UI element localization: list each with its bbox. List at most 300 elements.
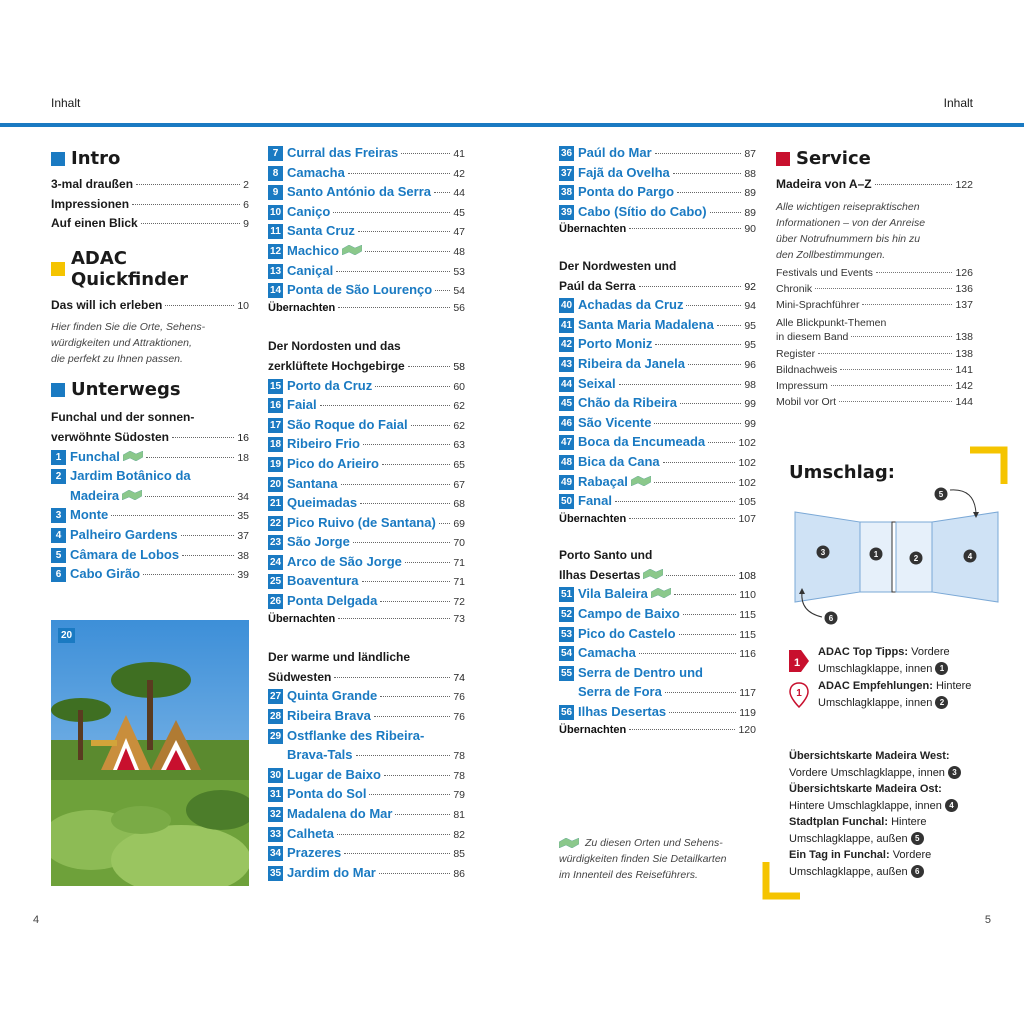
entry-page: 144 [955, 396, 973, 409]
places-list-27-35 [268, 688, 465, 884]
entry-label: Chronik [776, 282, 813, 295]
blue-square-icon [51, 152, 65, 166]
svg-text:1: 1 [796, 688, 802, 699]
entry-label: 3-mal draußen [51, 177, 134, 191]
quickfinder-entry[interactable]: Das will ich erleben 10 [51, 297, 249, 312]
place-label: Cabo Girão [70, 566, 141, 582]
place-page: 116 [739, 648, 756, 661]
place-entry[interactable] [268, 436, 465, 456]
umschlag-tips [789, 644, 989, 712]
place-page: 45 [453, 206, 465, 219]
place-entry[interactable] [268, 593, 465, 613]
place-page: 89 [744, 206, 756, 219]
umschlag-map-entry: Übersichtskarte Madeira Ost: Hintere Umschlagklappe, innen 4 [789, 781, 989, 814]
place-page: 86 [453, 867, 465, 880]
place-entry[interactable] [268, 184, 465, 204]
place-entry[interactable] [559, 356, 756, 376]
section-quickfinder-heading: ADAC Quickfinder [51, 248, 249, 290]
empfehlung-icon [789, 682, 809, 708]
place-page: 78 [453, 750, 465, 763]
svg-text:1: 1 [793, 657, 801, 669]
entry-label: Festivals und Events [776, 266, 873, 279]
place-number-badge: 56 [560, 707, 573, 719]
place-entry[interactable] [268, 786, 465, 806]
place-page: 95 [744, 339, 756, 352]
place-entry[interactable] [268, 243, 465, 263]
toc-entry[interactable] [51, 216, 249, 236]
map-icon [122, 490, 142, 500]
map-icon [559, 838, 579, 848]
place-label: Ilhas Desertas [578, 704, 667, 720]
entry-label: Alle Blickpunkt-Themen [776, 317, 887, 330]
place-entry[interactable] [559, 415, 756, 435]
place-label: Santa Cruz [287, 223, 355, 239]
place-number-badge: 7 [268, 146, 283, 161]
uebernachten-entry[interactable]: Übernachten 120 [559, 723, 756, 736]
place-number-badge: 30 [269, 769, 282, 781]
place-entry[interactable] [559, 145, 756, 165]
running-header-left: Inhalt [51, 96, 81, 110]
place-entry[interactable] [559, 493, 756, 513]
place-entry[interactable] [268, 397, 465, 417]
entry-label: Mini-Sprachführer [776, 298, 860, 311]
place-number-badge: 42 [560, 339, 573, 351]
cover-ref-badge: 5 [911, 832, 924, 845]
place-page: 115 [739, 628, 756, 641]
place-page: 99 [744, 398, 756, 411]
place-page: 65 [453, 458, 465, 471]
place-page: 119 [739, 707, 756, 720]
place-label: Campo de Baixo [578, 606, 680, 622]
quickfinder-description: Hier finden Sie die Orte, Sehens- würdigkeiten und Attraktionen, die perfekt zu Ihnen passen. [51, 321, 206, 366]
place-entry[interactable] [559, 626, 756, 646]
place-label: Ponta de São Lourenço [287, 282, 433, 298]
photo-badge: 20 [58, 628, 75, 643]
uebernachten-entry[interactable]: Übernachten 107 [559, 512, 756, 525]
place-number-badge: 23 [269, 537, 282, 549]
place-page: 115 [739, 609, 756, 622]
place-entry[interactable] [559, 297, 756, 317]
place-label: Porto da Cruz [287, 377, 373, 393]
place-number-badge: 6 [51, 567, 66, 582]
toc-entry[interactable] [776, 380, 973, 396]
entry-label: Register [776, 347, 816, 360]
cover-fold-diagram [790, 484, 1010, 634]
place-label: Ponta do Sol [287, 786, 367, 802]
cover-ref-badge: 6 [911, 865, 924, 878]
place-page: 68 [453, 498, 465, 511]
place-number-badge: 18 [269, 439, 282, 451]
place-entry[interactable] [268, 378, 465, 398]
place-label: Camacha [287, 164, 345, 180]
place-entry[interactable] [268, 573, 465, 593]
place-page: 67 [453, 478, 465, 491]
place-number-badge: 25 [269, 576, 282, 588]
entry-page: 136 [955, 282, 973, 295]
place-number-badge: 3 [51, 508, 66, 523]
toc-entry[interactable] [776, 315, 973, 347]
region-heading-porto-santo: Porto Santo und Ilhas Desertas 108 [559, 548, 756, 582]
place-number-badge: 26 [269, 596, 282, 608]
place-entry[interactable] [268, 165, 465, 185]
place-page: 102 [738, 437, 756, 450]
place-page: 85 [453, 848, 465, 861]
place-number-badge: 33 [269, 828, 282, 840]
place-number-badge: 44 [560, 378, 573, 390]
place-label: Santa Maria Madalena [578, 316, 714, 332]
place-page: 78 [453, 769, 465, 782]
place-page: 76 [453, 711, 465, 724]
region-heading-suedwesten: Der warme und ländliche Südwesten 74 [268, 650, 465, 684]
place-entry[interactable] [51, 566, 249, 586]
place-entry[interactable] [268, 865, 465, 885]
place-label: Ponta do Pargo [578, 184, 675, 200]
toc-column-4 [776, 140, 973, 412]
places-list-15-26 [268, 378, 465, 613]
place-label: Porto Moniz [578, 336, 653, 352]
az-desc-line: Informationen – von der Anreise [776, 216, 926, 229]
place-entry[interactable] [559, 336, 756, 356]
intro-list [51, 177, 249, 236]
place-entry[interactable] [268, 417, 465, 437]
top-tipp-icon [789, 648, 809, 674]
place-number-badge: 8 [268, 166, 283, 181]
place-page: 117 [739, 687, 756, 700]
toc-entry[interactable] [776, 396, 973, 412]
place-number-badge: 11 [268, 224, 283, 239]
running-header-right: Inhalt [943, 96, 973, 110]
place-number-badge: 31 [269, 789, 282, 801]
place-page: 41 [453, 148, 465, 160]
place-entry[interactable] [559, 454, 756, 474]
place-page: 69 [453, 517, 465, 530]
place-entry[interactable] [559, 606, 756, 626]
umschlag-map-entry: Übersichtskarte Madeira West: Vordere Umschlagklappe, innen 3 [789, 748, 989, 781]
az-entry[interactable]: Madeira von A–Z 122 [776, 177, 973, 191]
place-label: Camacha [578, 645, 636, 661]
place-number-badge: 13 [269, 265, 282, 277]
place-entry[interactable] [51, 449, 249, 469]
places-list-1 [51, 449, 249, 586]
az-desc-line: Alle wichtigen reisepraktischen [776, 200, 920, 213]
place-entry[interactable] [51, 507, 249, 527]
place-entry[interactable] [268, 767, 465, 787]
place-number-badge: 9 [268, 185, 283, 200]
place-entry[interactable] [559, 645, 756, 665]
place-entry[interactable] [559, 474, 756, 494]
toc-entry[interactable] [776, 364, 973, 380]
umschlag-maps [789, 748, 989, 880]
place-number-badge: 22 [269, 517, 282, 529]
map-icon [342, 245, 362, 255]
place-entry[interactable] [268, 515, 465, 535]
place-label: Santo António da Serra [287, 184, 431, 200]
umschlag-tip: 1 ADAC Top Tipps: Vordere Umschlagklappe, innen 1 [789, 644, 989, 677]
place-page: 70 [453, 537, 465, 550]
place-number-badge: 32 [269, 809, 282, 820]
place-entry[interactable] [268, 456, 465, 476]
place-page: 99 [744, 417, 756, 430]
place-label: Queimadas [287, 495, 358, 511]
place-page: 71 [453, 576, 465, 589]
place-label: Fanal [578, 493, 612, 509]
place-number-badge: 15 [269, 380, 282, 392]
place-entry[interactable] [268, 476, 465, 496]
place-label: Funchal [70, 448, 120, 464]
place-label: Caniçal [287, 262, 334, 278]
madeira-houses-photo [51, 620, 249, 886]
cover-ref-badge: 3 [948, 766, 961, 779]
place-number-badge: 39 [560, 206, 573, 218]
place-entry[interactable] [51, 547, 249, 567]
place-entry[interactable] [268, 145, 465, 165]
place-number-badge: 27 [269, 691, 282, 703]
place-entry[interactable] [559, 434, 756, 454]
place-page: 63 [453, 439, 465, 452]
place-page: 44 [453, 187, 465, 200]
uebernachten-entry[interactable]: Übernachten 90 [559, 223, 756, 236]
cover-ref-badge: 1 [935, 662, 948, 675]
yellow-square-icon [51, 262, 65, 276]
map-icon [643, 569, 663, 579]
place-entry[interactable] [268, 728, 465, 767]
place-label: Chão da Ribeira [578, 395, 677, 411]
toc-entry[interactable] [776, 299, 973, 315]
place-label: Ponta Delgada [287, 593, 378, 609]
place-label: Jardim do Mar [287, 864, 376, 880]
place-entry[interactable] [51, 527, 249, 547]
places-list-40-50 [559, 297, 756, 513]
place-number-badge: 21 [269, 498, 282, 510]
place-label: Pico Ruivo (de Santana) [287, 514, 436, 530]
diagram-label-1: 1 [873, 550, 879, 559]
place-page: 53 [453, 265, 465, 278]
place-entry[interactable] [559, 665, 756, 704]
red-square-icon [776, 152, 790, 166]
place-page: 39 [237, 569, 249, 582]
header-rule [0, 123, 1024, 127]
place-number-badge: 45 [560, 398, 573, 410]
place-label: Ribeira da Janela [578, 355, 685, 371]
entry-page: 138 [955, 347, 973, 360]
place-number-badge: 52 [560, 609, 573, 621]
place-page: 76 [453, 691, 465, 704]
diagram-label-4: 4 [967, 552, 973, 561]
place-page: 62 [453, 400, 465, 413]
cover-ref-badge: 2 [935, 696, 948, 709]
place-label: Caniço [287, 203, 331, 219]
place-page: 60 [453, 380, 465, 393]
place-entry[interactable] [268, 263, 465, 283]
place-page: 35 [237, 510, 249, 523]
place-page: 81 [453, 809, 465, 821]
place-label-cont: Madeira [70, 487, 120, 503]
place-number-badge: 12 [269, 245, 282, 257]
place-entry[interactable] [268, 826, 465, 846]
toc-entry[interactable] [776, 267, 973, 283]
entry-page: 126 [955, 266, 973, 279]
diagram-label-3: 3 [820, 548, 826, 557]
place-label: Santana [287, 475, 338, 491]
section-unterwegs-heading: Unterwegs [51, 379, 249, 400]
place-label: São Jorge [287, 534, 350, 550]
umschlag-map-entry: Stadtplan Funchal: Hintere Umschlagklappe, außen 5 [789, 816, 927, 845]
cover-ref-badge: 4 [945, 799, 958, 812]
entry-label-cont: in diesem Band [776, 331, 849, 344]
place-page: 96 [744, 358, 756, 371]
diagram-label-5: 5 [938, 490, 944, 499]
place-entry[interactable] [268, 688, 465, 708]
place-page: 71 [453, 556, 465, 569]
page-number-left: 4 [33, 914, 40, 926]
place-page: 88 [744, 167, 756, 180]
place-entry[interactable] [268, 223, 465, 243]
place-page: 54 [453, 285, 465, 298]
uebernachten-entry[interactable]: Übernachten 73 [268, 612, 465, 625]
place-number-badge: 48 [560, 456, 573, 468]
entry-page: 9 [243, 218, 249, 231]
place-label: Jardim Botânico da [70, 468, 191, 484]
place-page: 87 [744, 148, 756, 160]
place-page: 82 [453, 828, 465, 841]
place-entry[interactable] [268, 204, 465, 224]
toc-entry[interactable] [776, 283, 973, 299]
place-label: Pico do Castelo [578, 625, 676, 641]
place-label-cont: Serra de Fora [578, 684, 662, 700]
place-number-badge: 53 [560, 628, 573, 640]
toc-entry[interactable] [51, 197, 249, 217]
place-page: 38 [237, 549, 249, 562]
toc-entry[interactable] [776, 348, 973, 364]
place-label: Calheta [287, 825, 334, 841]
region-heading-nordosten: Der Nordosten und das zerklüftete Hochgebirge 58 [268, 339, 465, 373]
place-page: 102 [738, 476, 756, 489]
place-entry[interactable] [559, 395, 756, 415]
az-description [776, 199, 973, 263]
place-label: Ribeiro Frio [287, 436, 360, 452]
section-intro-heading: Intro [51, 148, 249, 169]
place-entry[interactable] [559, 376, 756, 396]
place-label-cont: Brava-Tals [287, 747, 353, 763]
place-number-badge: 50 [560, 496, 573, 508]
place-label: Achadas da Cruz [578, 297, 684, 313]
place-entry[interactable] [268, 806, 465, 826]
toc-column-3 [559, 145, 756, 881]
place-label: Machico [287, 242, 340, 258]
place-label: Monte [70, 507, 109, 523]
toc-entry[interactable] [51, 177, 249, 197]
place-label: Palheiro Gardens [70, 526, 178, 542]
place-number-badge: 54 [560, 648, 573, 660]
place-number-badge: 34 [269, 848, 282, 860]
place-label: Boca da Encumeada [578, 434, 706, 450]
place-number-badge: 14 [269, 285, 282, 297]
uebernachten-entry[interactable]: Übernachten 56 [268, 301, 465, 314]
map-icon [631, 476, 651, 486]
place-page: 95 [744, 319, 756, 332]
az-desc-line: den Zollbestimmungen. [776, 248, 886, 261]
place-label: Faial [287, 397, 317, 413]
place-entry[interactable] [559, 317, 756, 337]
places-list-36-39 [559, 145, 756, 223]
place-page: 48 [453, 245, 465, 258]
place-entry[interactable] [51, 468, 249, 507]
place-number-badge: 38 [560, 187, 573, 199]
place-label: Paúl do Mar [578, 145, 652, 160]
place-page: 105 [738, 496, 756, 509]
place-page: 72 [453, 596, 465, 609]
place-entry[interactable] [559, 184, 756, 204]
place-label: Quinta Grande [287, 688, 378, 704]
place-page: 18 [237, 451, 249, 464]
place-label: Arco de São Jorge [287, 553, 402, 569]
place-label: Cabo (Sítio do Cabo) [578, 203, 707, 219]
toc-column-1 [51, 140, 249, 586]
place-entry[interactable] [268, 554, 465, 574]
entry-page: 138 [955, 331, 973, 344]
place-entry[interactable] [268, 282, 465, 302]
place-entry[interactable] [559, 204, 756, 224]
place-entry[interactable] [268, 708, 465, 728]
place-number-badge: 24 [269, 556, 282, 568]
place-number-badge: 41 [560, 319, 573, 331]
place-number-badge: 1 [51, 450, 66, 465]
place-label: Curral das Freiras [287, 145, 399, 160]
place-page: 34 [237, 490, 249, 503]
place-label: São Roque do Faial [287, 416, 408, 432]
place-number-badge: 46 [560, 417, 573, 429]
region-heading-nordwesten: Der Nordwesten und Paúl da Serra 92 [559, 258, 756, 293]
map-note: Zu diesen Orten und Sehens- würdigkeiten finden Sie Detailkarten im Innenteil des Reiseführers. [559, 837, 727, 881]
place-entry[interactable] [559, 586, 756, 606]
diagram-label-6: 6 [828, 614, 834, 623]
place-label: Lugar de Baixo [287, 766, 381, 782]
place-label: Serra de Dentro und [578, 664, 703, 680]
place-label: Madalena do Mar [287, 806, 393, 821]
place-number-badge: 17 [269, 419, 282, 431]
places-list-7-14 [268, 145, 465, 302]
place-label: Ribeira Brava [287, 708, 371, 724]
place-number-badge: 5 [51, 548, 66, 563]
service-list [776, 267, 973, 413]
place-label: Seixal [578, 375, 616, 391]
place-number-badge: 47 [560, 437, 573, 449]
place-number-badge: 4 [51, 528, 66, 543]
entry-page: 6 [243, 198, 249, 211]
yellow-corner-top [970, 446, 1008, 484]
region-heading-funchal: Funchal und der sonnen- verwöhnte Südosten 16 [51, 410, 249, 444]
place-entry[interactable] [268, 845, 465, 865]
place-number-badge: 43 [560, 358, 573, 370]
place-label: Boaventura [287, 573, 359, 589]
map-icon [651, 588, 671, 598]
place-page: 37 [237, 529, 249, 542]
place-number-badge: 16 [269, 400, 282, 412]
place-number-badge: 2 [51, 469, 66, 484]
places-list-51-56 [559, 586, 756, 723]
entry-label: Impressionen [51, 196, 130, 211]
place-entry[interactable] [268, 534, 465, 554]
place-entry[interactable] [559, 165, 756, 185]
place-number-badge: 51 [560, 589, 573, 601]
place-entry[interactable] [559, 704, 756, 724]
place-entry[interactable] [268, 495, 465, 515]
place-number-badge: 10 [269, 206, 282, 218]
entry-label: Impressum [776, 379, 828, 392]
entry-page: 2 [243, 179, 249, 191]
umschlag-title: Umschlag: [789, 462, 895, 483]
entry-page: 142 [955, 379, 973, 392]
